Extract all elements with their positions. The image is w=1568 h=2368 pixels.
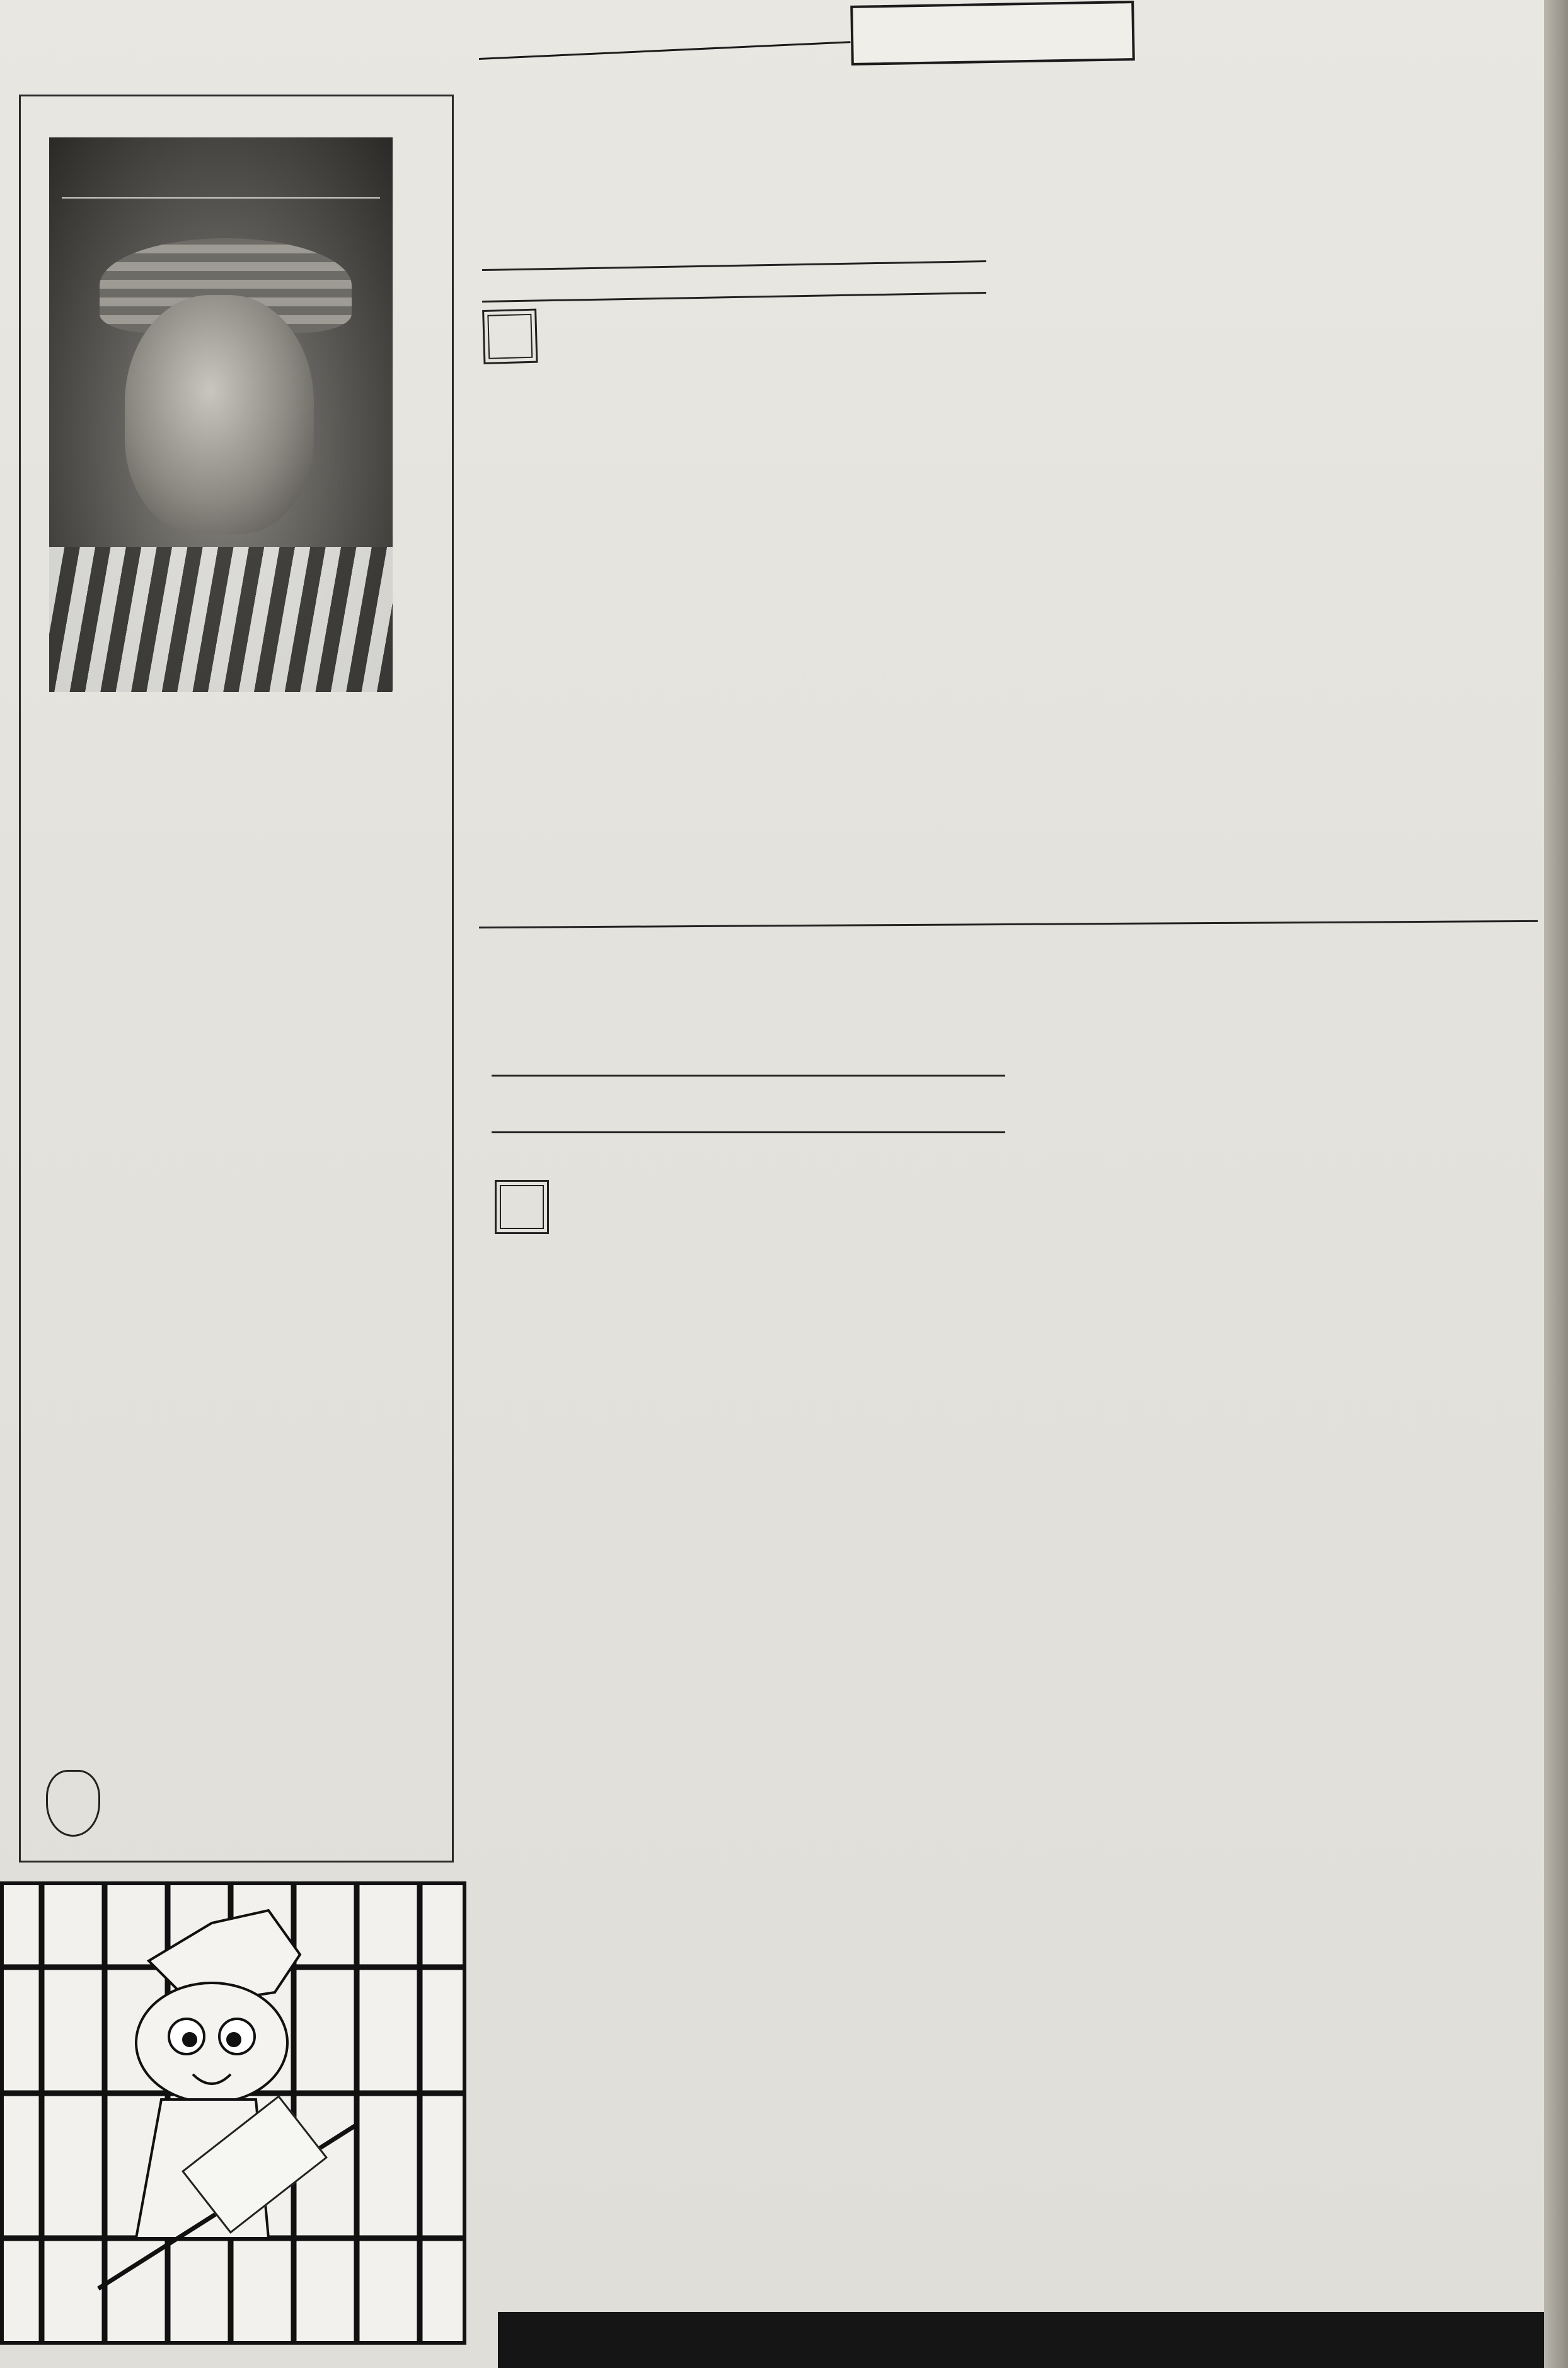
cartoon-prison-graphic — [4, 1885, 463, 2341]
cartoon-illustration — [0, 1881, 466, 2345]
uspi-logo — [46, 1770, 100, 1837]
cover-rule — [62, 197, 380, 205]
bottom-banner — [498, 2312, 1544, 2368]
article2-column-1-top — [495, 1177, 996, 1234]
cover-thumbnail — [49, 137, 393, 692]
cover-shirt-graphic — [49, 547, 393, 692]
masthead-sidebar — [19, 95, 454, 1863]
article2-rule-top — [492, 1075, 1005, 1077]
article1-rule-top — [482, 260, 986, 271]
uspi-association — [46, 1770, 437, 1839]
article1-column-1 — [482, 293, 993, 364]
section-tag — [850, 1, 1135, 66]
footer-brand — [0, 2348, 265, 2368]
article2-dropcap — [495, 1180, 549, 1234]
article2-rule-bottom — [492, 1131, 1005, 1133]
article1-dropcap — [482, 309, 538, 364]
article1-column-2 — [1016, 206, 1525, 221]
top-rule — [479, 41, 851, 60]
page-edge — [1544, 0, 1568, 2368]
cover-face-graphic — [125, 295, 314, 534]
article-divider — [479, 920, 1538, 928]
